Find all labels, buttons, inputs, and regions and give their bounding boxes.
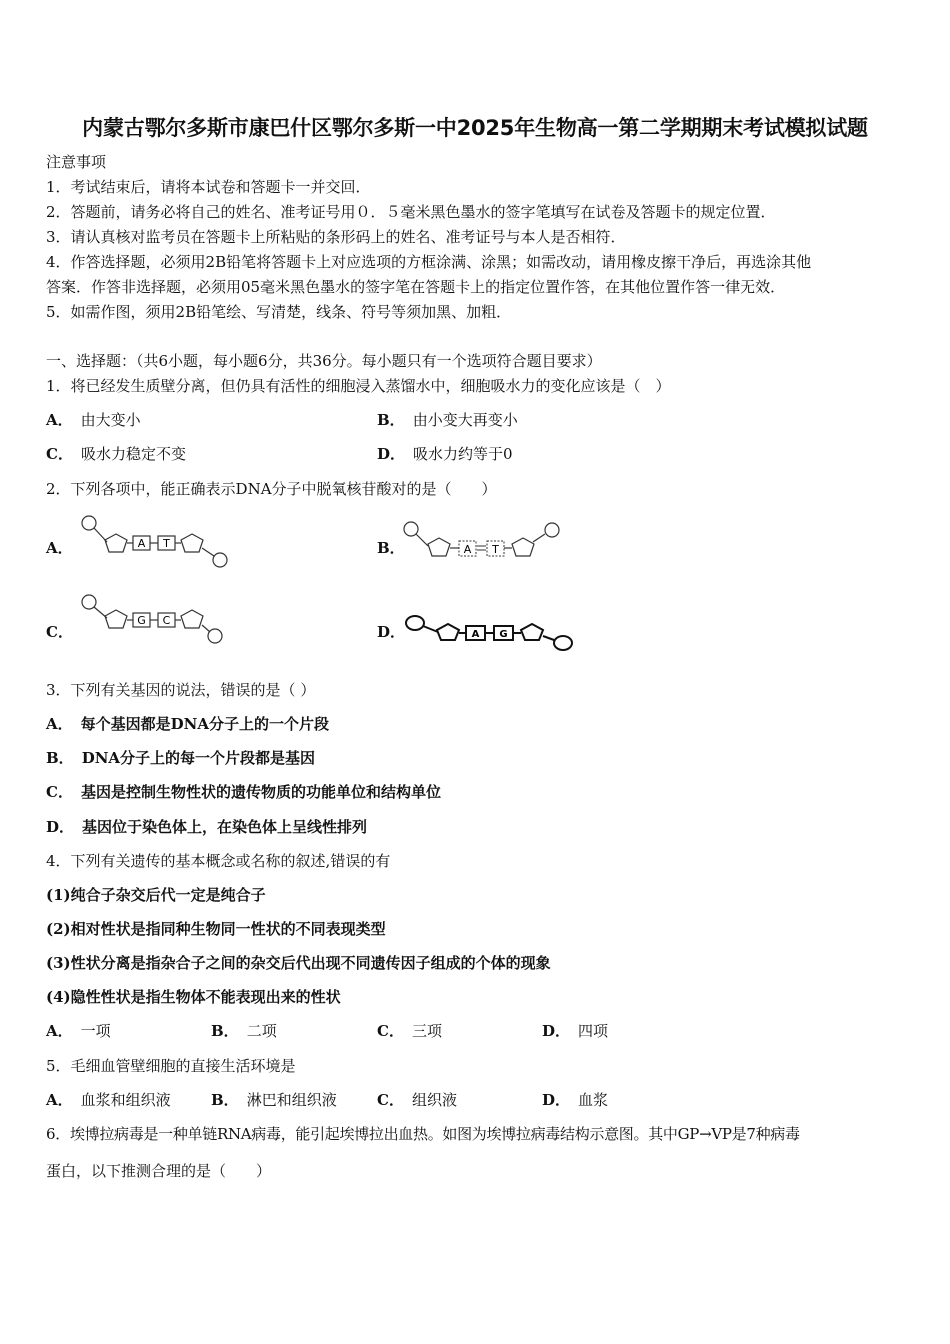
option-d[interactable] bbox=[46, 817, 367, 837]
option-label: D． bbox=[46, 818, 75, 836]
option-text: 吸水力稳定不变 bbox=[80, 445, 186, 463]
base-label: A bbox=[463, 543, 472, 556]
question-stem: 6．埃博拉病毒是一种单链RNA病毒，能引起埃博拉出血热。如图为埃博拉病毒结构示意图。其中GP→VP是7种病毒 bbox=[46, 1125, 800, 1143]
option-label: C． bbox=[377, 1022, 404, 1040]
option-b[interactable] bbox=[211, 1021, 277, 1041]
nucleotide-pair-diagram-a bbox=[78, 512, 233, 572]
base-label: T bbox=[163, 537, 170, 550]
option-b[interactable] bbox=[46, 748, 315, 768]
option-text: 一项 bbox=[80, 1022, 111, 1040]
base-label: G bbox=[137, 614, 146, 627]
option-text: 由大变小 bbox=[80, 411, 141, 429]
option-c[interactable] bbox=[377, 1021, 442, 1041]
question-stem: 1．将已经发生质壁分离，但仍具有活性的细胞浸入蒸馏水中，细胞吸水力的变化应该是（ ） bbox=[46, 377, 671, 395]
option-text: 基因是控制生物性状的遗传物质的功能单位和结构单位 bbox=[80, 783, 441, 801]
statement: (4)隐性性状是指生物体不能表现出来的性状 bbox=[46, 988, 341, 1006]
base-label: T bbox=[492, 543, 499, 556]
option-label: B． bbox=[46, 749, 74, 767]
page-title: 内蒙古鄂尔多斯市康巴什区鄂尔多斯一中2025年生物高一第二学期期末考试模拟试题 bbox=[82, 116, 868, 140]
nucleotide-pair-diagram-d bbox=[402, 612, 577, 654]
notice-item: 2．答题前，请务必将自己的姓名、准考证号用０．５毫米黑色墨水的签字笔填写在试卷及答题卡的规定位置． bbox=[46, 203, 776, 221]
base-label: C bbox=[162, 614, 171, 627]
option-text: 吸水力约等于0 bbox=[413, 445, 513, 463]
option-text: 血浆和组织液 bbox=[80, 1091, 171, 1109]
option-label: D． bbox=[377, 623, 406, 641]
option-c[interactable] bbox=[46, 444, 186, 464]
base-label: A bbox=[137, 537, 146, 550]
option-label: C． bbox=[46, 445, 73, 463]
option-label: A． bbox=[46, 539, 73, 557]
option-label: B． bbox=[211, 1091, 239, 1109]
notice-heading: 注意事项 bbox=[46, 153, 107, 171]
option-text: 淋巴和组织液 bbox=[246, 1091, 337, 1109]
base-label: G bbox=[499, 629, 508, 640]
statement: (1)纯合子杂交后代一定是纯合子 bbox=[46, 886, 266, 904]
question-stem: 2．下列各项中，能正确表示DNA分子中脱氧核苷酸对的是（ ） bbox=[46, 480, 497, 498]
option-label: A． bbox=[46, 1022, 73, 1040]
option-d[interactable] bbox=[542, 1021, 608, 1041]
statement: (2)相对性状是指同种生物同一性状的不同表现类型 bbox=[46, 920, 386, 938]
section-heading: 一、选择题：（共6小题，每小题6分，共36分。每小题只有一个选项符合题目要求） bbox=[46, 352, 602, 370]
option-label: B． bbox=[377, 411, 405, 429]
option-c[interactable] bbox=[377, 1090, 457, 1110]
option-b[interactable] bbox=[377, 410, 518, 430]
option-label: C． bbox=[46, 623, 73, 641]
option-d[interactable] bbox=[542, 1090, 608, 1110]
option-text: 三项 bbox=[411, 1022, 442, 1040]
notice-item: 1．考试结束后，请将本试卷和答题卡一并交回． bbox=[46, 178, 371, 196]
question-stem: 3．下列有关基因的说法，错误的是（ ） bbox=[46, 681, 316, 699]
nucleotide-pair-diagram-c bbox=[78, 592, 228, 648]
option-text: 基因位于染色体上，在染色体上呈线性排列 bbox=[82, 818, 368, 836]
option-label: A． bbox=[46, 1091, 73, 1109]
question-stem: 5．毛细血管壁细胞的直接生活环境是 bbox=[46, 1057, 296, 1075]
option-label: D． bbox=[542, 1022, 571, 1040]
option-d[interactable] bbox=[377, 444, 513, 464]
option-label: C． bbox=[46, 783, 73, 801]
base-label: A bbox=[471, 629, 480, 640]
option-c[interactable] bbox=[46, 622, 81, 642]
option-text: 二项 bbox=[246, 1022, 277, 1040]
option-label: D． bbox=[542, 1091, 571, 1109]
question-stem-continued: 蛋白，以下推测合理的是（ ） bbox=[46, 1162, 272, 1180]
statement: (3)性状分离是指杂合子之间的杂交后代出现不同遗传因子组成的个体的现象 bbox=[46, 954, 551, 972]
option-a[interactable] bbox=[46, 714, 329, 734]
option-label: B． bbox=[211, 1022, 239, 1040]
option-a[interactable] bbox=[46, 410, 141, 430]
notice-item: 4．作答选择题，必须用2B铅笔将答题卡上对应选项的方框涂满、涂黑；如需改动，请用橡皮擦干净后，再选涂其他 bbox=[46, 253, 812, 271]
option-c[interactable] bbox=[46, 782, 441, 802]
option-a[interactable] bbox=[46, 1090, 171, 1110]
option-text: 由小变大再变小 bbox=[412, 411, 518, 429]
option-text: DNA分子上的每一个片段都是基因 bbox=[81, 749, 316, 767]
option-a[interactable] bbox=[46, 538, 81, 558]
option-label: C． bbox=[377, 1091, 404, 1109]
notice-item: 5．如需作图，须用2B铅笔绘、写清楚，线条、符号等须加黑、加粗． bbox=[46, 303, 512, 321]
option-label: A． bbox=[46, 715, 73, 733]
option-b[interactable] bbox=[211, 1090, 337, 1110]
option-label: D． bbox=[377, 445, 406, 463]
question-stem: 4．下列有关遗传的基本概念或名称的叙述,错误的有 bbox=[46, 852, 391, 870]
notice-item: 3．请认真核对监考员在答题卡上所粘贴的条形码上的姓名、准考证号与本人是否相符． bbox=[46, 228, 626, 246]
option-text: 四项 bbox=[578, 1022, 609, 1040]
option-text: 血浆 bbox=[578, 1091, 609, 1109]
notice-item: 答案．作答非选择题，必须用05毫米黑色墨水的签字笔在答题卡上的指定位置作答，在其他位置作答一律无效． bbox=[46, 278, 786, 296]
option-label: B． bbox=[377, 539, 405, 557]
nucleotide-pair-diagram-b bbox=[402, 520, 567, 572]
option-a[interactable] bbox=[46, 1021, 111, 1041]
option-text: 每个基因都是DNA分子上的一个片段 bbox=[80, 715, 329, 733]
option-text: 组织液 bbox=[411, 1091, 457, 1109]
option-label: A． bbox=[46, 411, 73, 429]
